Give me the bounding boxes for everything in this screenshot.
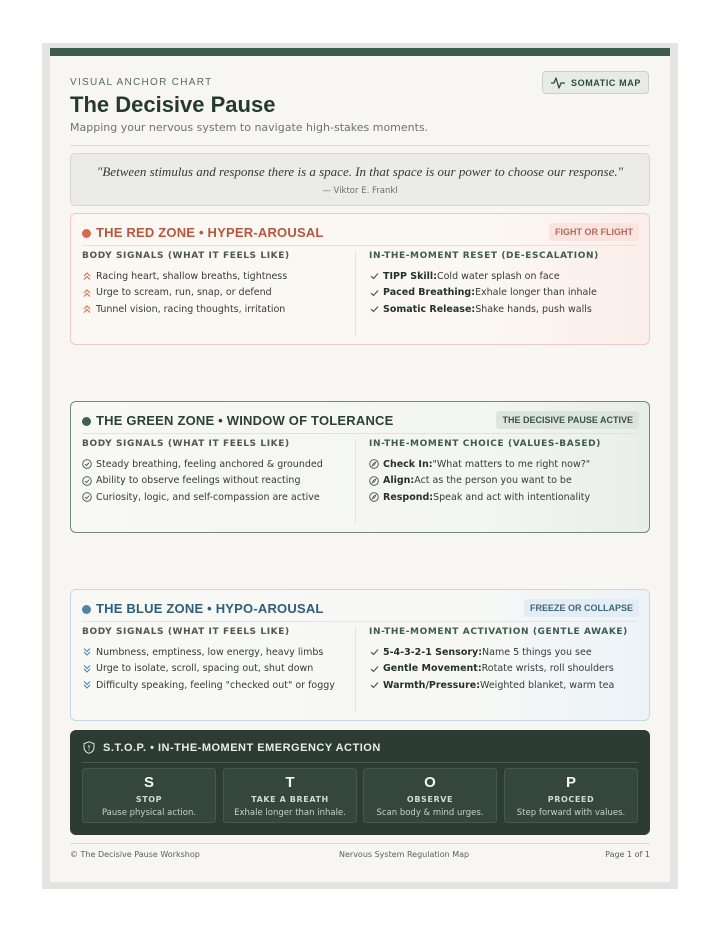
stop-title: S.T.O.P. • IN-THE-MOMENT EMERGENCY ACTION	[103, 741, 381, 754]
stop-card-p	[504, 768, 638, 823]
check-icon	[369, 304, 379, 314]
column-divider	[355, 251, 356, 336]
header-divider	[70, 145, 650, 146]
stop-letter: P	[565, 774, 576, 791]
stop-header	[83, 741, 381, 754]
list-item	[82, 301, 287, 318]
green-signals-list	[82, 456, 323, 506]
red-zone-dot	[82, 229, 91, 238]
quote-author: — Viktor E. Frankl	[322, 186, 398, 196]
action-label: Warmth/Pressure:	[383, 679, 480, 691]
stop-card-o	[363, 768, 497, 823]
stop-step-desc: Exhale longer than inhale.	[234, 808, 346, 818]
stop-card-s	[82, 768, 216, 823]
stop-step-name: OBSERVE	[406, 795, 454, 804]
blue-zone-title: THE BLUE ZONE • HYPO-AROUSAL	[96, 601, 324, 616]
green-zone-title: THE GREEN ZONE • WINDOW OF TOLERANCE	[96, 413, 394, 428]
top-accent-bar	[50, 48, 670, 56]
list-item	[369, 285, 597, 302]
action-text: Cold water splash on face	[436, 270, 560, 282]
quote-text: "Between stimulus and response there is a space. In that space is our power to choose our response."	[96, 164, 624, 179]
blue-zone-tag: FREEZE OR COLLAPSE	[524, 599, 639, 617]
list-item	[82, 644, 335, 661]
green-zone-tag: THE DECISIVE PAUSE ACTIVE	[496, 411, 639, 429]
list-item	[82, 456, 323, 473]
signal-text: Difficulty speaking, feeling "checked out" or foggy	[96, 679, 335, 691]
action-text: Rotate wrists, roll shoulders	[481, 663, 614, 675]
check-icon	[369, 647, 379, 657]
footer-center: Nervous System Regulation Map	[339, 850, 470, 859]
page-subtitle: Mapping your nervous system to navigate high-stakes moments.	[70, 121, 429, 134]
red-signals-list	[82, 268, 287, 318]
red-actions-heading: IN-THE-MOMENT RESET (DE-ESCALATION)	[369, 251, 599, 261]
list-item	[369, 661, 614, 678]
badge-label: SOMATIC MAP	[571, 77, 641, 88]
blue-zone-dot	[82, 605, 91, 614]
blue-signals-heading: BODY SIGNALS (WHAT IT FEELS LIKE)	[82, 627, 290, 637]
red-actions-list	[369, 268, 597, 318]
double-chevron-up-icon	[82, 288, 92, 298]
stop-step-desc: Step forward with values.	[516, 808, 626, 818]
action-label: TIPP Skill:	[383, 270, 437, 282]
list-item	[369, 473, 590, 490]
circle-check-icon	[82, 476, 92, 486]
page-title: The Decisive Pause	[70, 92, 276, 117]
signal-text: Urge to isolate, scroll, spacing out, shut down	[96, 663, 314, 675]
signal-text: Racing heart, shallow breaths, tightness	[96, 270, 288, 282]
stop-letter: T	[285, 774, 295, 791]
red-signals-heading: BODY SIGNALS (WHAT IT FEELS LIKE)	[82, 251, 290, 261]
stop-letter: S	[143, 774, 154, 791]
list-item	[82, 473, 323, 490]
stop-step-desc: Pause physical action.	[101, 808, 197, 818]
action-text: Speak and act with intentionality	[433, 491, 591, 503]
list-item	[369, 489, 590, 506]
list-item	[369, 677, 614, 694]
list-item	[82, 285, 287, 302]
double-chevron-down-icon	[82, 680, 92, 690]
blue-signals-list	[82, 644, 335, 694]
zone-divider	[82, 433, 637, 434]
blue-actions-heading: IN-THE-MOMENT ACTIVATION (GENTLE AWAKE)	[369, 627, 628, 637]
check-icon	[369, 288, 379, 298]
footer-left: © The Decisive Pause Workshop	[70, 850, 200, 859]
compass-icon	[369, 492, 379, 502]
action-text: Act as the person you want to be	[414, 475, 572, 487]
green-signals-heading: BODY SIGNALS (WHAT IT FEELS LIKE)	[82, 439, 290, 449]
check-icon	[369, 664, 379, 674]
list-item	[82, 661, 335, 678]
page	[50, 48, 670, 882]
stop-panel	[70, 730, 650, 835]
signal-text: Steady breathing, feeling anchored & grounded	[96, 458, 323, 470]
eyebrow-label: VISUAL ANCHOR CHART	[70, 77, 213, 88]
action-label: Somatic Release:	[383, 303, 476, 315]
stop-divider	[82, 762, 638, 763]
action-text: Weighted blanket, warm tea	[480, 679, 615, 691]
check-icon	[369, 271, 379, 281]
signal-text: Curiosity, logic, and self-compassion are active	[96, 491, 320, 503]
compass-icon	[369, 476, 379, 486]
double-chevron-up-icon	[82, 304, 92, 314]
footer-divider	[70, 843, 650, 844]
list-item	[82, 268, 287, 285]
somatic-map-badge	[542, 71, 649, 94]
pulse-icon	[551, 77, 565, 89]
double-chevron-down-icon	[82, 664, 92, 674]
green-actions-list	[369, 456, 590, 506]
stop-step-name: PROCEED	[547, 795, 595, 804]
check-icon	[369, 680, 379, 690]
zone-divider	[82, 245, 637, 246]
double-chevron-up-icon	[82, 271, 92, 281]
blue-actions-list	[369, 644, 614, 694]
zone-divider	[82, 621, 637, 622]
stop-step-desc: Scan body & mind urges.	[376, 808, 484, 818]
action-label: Respond:	[383, 491, 434, 503]
signal-text: Tunnel vision, racing thoughts, irritation	[96, 303, 286, 315]
stop-step-name: TAKE A BREATH	[251, 795, 329, 804]
column-divider	[355, 439, 356, 524]
signal-text: Urge to scream, run, snap, or defend	[96, 287, 272, 299]
action-label: Paced Breathing:	[383, 287, 476, 299]
footer-right: Page 1 of 1	[605, 850, 650, 859]
quote-box	[70, 153, 650, 206]
list-item	[369, 644, 614, 661]
stop-step-name: STOP	[135, 795, 163, 804]
stop-card-t	[223, 768, 357, 823]
stop-letter: O	[424, 774, 436, 791]
action-label: Align:	[383, 475, 415, 487]
list-item	[369, 301, 597, 318]
double-chevron-down-icon	[82, 647, 92, 657]
green-zone-dot	[82, 417, 91, 426]
shield-icon	[83, 741, 95, 754]
green-zone-card	[70, 401, 650, 533]
action-label: 5-4-3-2-1 Sensory:	[383, 646, 483, 658]
red-zone-title: THE RED ZONE • HYPER-AROUSAL	[96, 225, 324, 240]
action-label: Gentle Movement:	[383, 663, 482, 675]
action-text: Shake hands, push walls	[475, 303, 592, 315]
circle-check-icon	[82, 492, 92, 502]
green-actions-heading: IN-THE-MOMENT CHOICE (VALUES-BASED)	[369, 439, 601, 449]
list-item	[82, 677, 335, 694]
compass-icon	[369, 459, 379, 469]
blue-zone-card	[70, 589, 650, 721]
action-text: Name 5 things you see	[482, 646, 592, 658]
list-item	[369, 268, 597, 285]
red-zone-card	[70, 213, 650, 345]
list-item	[82, 489, 323, 506]
list-item	[369, 456, 590, 473]
signal-text: Ability to observe feelings without reacting	[96, 475, 301, 487]
column-divider	[355, 627, 356, 712]
action-text: Exhale longer than inhale	[475, 287, 597, 299]
action-text: "What matters to me right now?"	[432, 458, 591, 470]
action-label: Check In:	[383, 458, 433, 470]
circle-check-icon	[82, 459, 92, 469]
red-zone-tag: FIGHT OR FLIGHT	[549, 223, 639, 241]
signal-text: Numbness, emptiness, low energy, heavy limbs	[96, 646, 324, 658]
